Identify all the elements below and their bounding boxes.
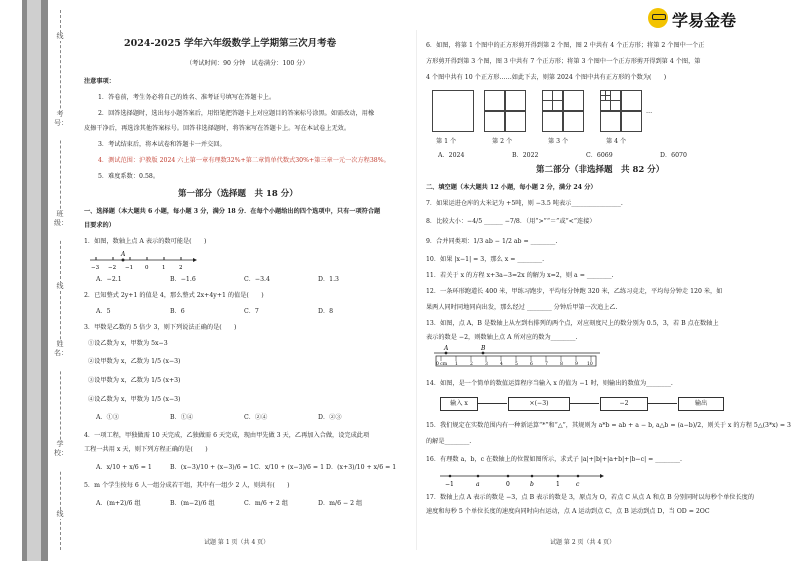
page-footer: 试题 第 1 页（共 4 页） [204,539,270,546]
q1-tick: −2 [108,265,117,271]
flow-output-box: 输出 [678,397,724,411]
question-8: 8．比较大小：−4/5 ______ −7/8．（用“>”“＝”或“<”连接） [426,218,596,225]
q5-option-b: B．(m−2)/6 组 [170,500,215,507]
question-15-cont: 的解是________. [426,438,472,445]
binding-margin-strip [22,0,48,561]
ruler-tick: 3 [485,362,488,367]
part2-title: 第二部分（非选择题 共 82 分） [536,165,665,175]
q3-statement: ①设乙数为 x，甲数为 5x−3 [88,340,168,347]
binding-label: 线 [54,510,66,519]
q16-tick: c [576,481,580,488]
left-page [78,0,413,561]
q1-tick: 2 [179,265,183,271]
question-13: 13．如图，点 A，B 是数轴上从左到右排列的两个点，对应刻度尺上的数分别为 0.5，3，若 B 点在数轴上 [426,320,719,327]
question-6: 6．如图，将第 1 个图中的正方形剪开得到第 2 个图，图 2 中共有 4 个正方形；将第 2 个图中一个正 [426,42,705,49]
question-5: 5．m 个学生按每 6 人一组分成若干组，其中有一组少 2 人，则共有( ) [84,482,290,489]
ruler-tick: 10 [587,362,593,367]
ruler-tick: 8 [560,362,563,367]
q5-option-d: D．m/6 − 2 组 [318,500,363,507]
ruler-tick: 7 [545,362,548,367]
part1-instructions-cont: 目要求的） [84,222,115,229]
question-6-cont2: 4 个图中共有 10 个正方形……如此下去，则第 2024 个图中共有正方形的个数为( ) [426,74,667,81]
q1-option-d: D．1.3 [318,276,339,283]
q6-option-c: C．6069 [586,152,613,159]
q16-tick: 1 [556,481,560,488]
flow-subtract-box: −2 [600,397,648,411]
q16-tick: −1 [445,481,454,488]
question-7: 7．如果运进仓库的大米记为 +5吨，则 −3.5 吨表示________________. [426,200,623,207]
q4-option-c: C．x/10 + (x−3)/6 = 1 [254,464,325,471]
q6-figure-label: 第 1 个 [436,138,457,145]
page-footer: 试题 第 2 页（共 4 页） [550,539,616,546]
q6-figure-label: 第 4 个 [606,138,627,145]
q3-statement: ③设甲数为 x，乙数为 1/5 (x+3) [88,377,181,384]
question-12-cont: 果两人同时同地同向出发，那么经过 ________ 分钟后甲第一次追上乙. [426,304,618,311]
q6-option-b: B．2022 [512,152,539,159]
q2-option-b: B．6 [170,308,185,315]
q1-option-b: B．−1.6 [170,276,196,283]
question-15: 15．我们规定在实数范围内有一种新运算“*”和“△”，其规则为 a*b = ab + a − b, a△b = (a−b)/2，则关于 x 的方程 5△(3*x) = 3 [426,422,791,429]
binding-label-name: 姓名： [54,340,66,370]
question-1: 1．如图，数轴上点 A 表示的数可能是( ) [84,238,207,245]
notice-title: 注意事项： [84,78,115,85]
exam-title: 2024-2025 学年六年级数学上学期第三次月考卷 [124,38,337,49]
flow-input-box: 输入 x [440,397,478,411]
notice-item: 3．考试结束后，将本试卷和答题卡一并交回。 [98,141,226,148]
q1-tick: 0 [145,265,149,271]
q13-point-a: A [444,345,449,352]
binding-label: 线 [54,282,66,291]
q2-option-d: D．8 [318,308,334,315]
q3-option-b: B．①④ [170,414,194,421]
question-2: 2．已知整式 2y+1 的值是 4，那么整式 2x+4y+1 的值是( ) [84,292,264,299]
notice-item: 皮擦干净后，再选涂其他答案标号。回答非选择题时，将答案写在答题卡上。写在本试卷上无效。 [84,125,351,132]
part1-instructions: 一、选择题（本大题共 6 小题，每小题 3 分，满分 18 分．在每个小题给出的四个选项中，只有一项符合题 [84,208,381,215]
question-9: 9．合并同类项：1/3 ab − 1/2 ab = ________. [426,238,558,245]
q3-option-c: C．②④ [244,414,268,421]
binding-label: 线 [54,32,66,41]
question-4: 4．一项工程，甲独做需 10 天完成，乙独做需 6 天完成，现由甲先做 3 天，乙再加入合做，设完成此项 [84,432,370,439]
q1-tick: −3 [91,265,100,271]
q1-tick: 1 [162,265,166,271]
q4-option-d: D．(x+3)/10 + x/6 = 1 [326,464,397,471]
ruler-tick: 1 [455,362,458,367]
flow-arrow [647,403,677,404]
q4-option-a: A．x/10 + x/6 = 1 [96,464,152,471]
question-3: 3．甲数是乙数的 5 倍少 3，则下列说法正确的是( ) [84,324,237,331]
question-11: 11．若关于 x 的方程 x+3a−3=2x 的解为 x=2，则 a = ________. [426,272,614,279]
q3-option-d: D．②③ [318,414,342,421]
question-6-cont: 方形剪开得到第 3 个图，图 3 中共有 7 个正方形；将第 3 个图中一个正方形剪开得到第 4 个图，第 [426,58,701,65]
q5-option-c: C．m/6 + 2 组 [244,500,289,507]
q6-figure-label: 第 3 个 [548,138,569,145]
notice-item-scope: 4．测试范围：沪教版 2024 六上第一章有理数32%+第二章简单代数式30%+第三章一元一次方程38%。 [98,157,390,164]
q2-option-c: C．7 [244,308,259,315]
question-17-cont: 速度和每秒 5 个单位长度的速度向同时向右运动，点 A 运动到点 C，点 B 运动到点 D，当 OD = 2OC [426,508,710,515]
binding-line-area [54,10,66,550]
binding-label-class: 班级： [54,210,66,240]
q3-option-a: A．①③ [96,414,120,421]
q13-ruler [432,344,602,374]
q16-tick: b [530,481,534,488]
q16-tick: 0 [506,481,510,488]
ruler-tick: 6 [530,362,533,367]
binding-label-exam-no: 考号： [54,110,66,140]
q1-option-c: C．−3.4 [244,276,270,283]
q5-option-a: A．(m+2)/6 组 [96,500,141,507]
question-13-cont: 表示的数是 −2，则数轴上点 A 所对应的数为________. [426,334,578,341]
q1-point-label: A [121,251,126,258]
question-14: 14．如图，是一个简单的数值运算程序当输入 x 的值为 −1 时，则输出的数值为________. [426,380,673,387]
q16-tick: a [476,481,480,488]
question-4-cont: 工程一共用 x 天，则下列方程正确的是( ) [84,446,208,453]
q6-option-a: A．2024 [438,152,465,159]
flow-arrow [477,403,507,404]
q3-statement: ④设乙数为 x，甲数为 1/5 (x−3) [88,396,181,403]
ruler-tick: 5 [515,362,518,367]
notice-item: 2．回答选择题时，选出每小题答案后，用铅笔把答题卡上对应题目的答案标号涂黑。如需改动，用橡 [98,110,375,117]
q1-number-line [88,250,198,272]
q6-figure-label: 第 2 个 [492,138,513,145]
part2-instructions: 二、填空题（本大题共 12 小题，每小题 2 分，满分 24 分） [426,184,597,191]
ruler-tick: 2 [470,362,473,367]
flow-arrow [569,403,599,404]
q1-tick: −1 [125,265,134,271]
exam-subtitle: （考试时间：90 分钟 试卷满分：100 分） [186,60,309,67]
q16-number-line [438,468,608,492]
notice-item: 1．答卷前，考生务必将自己的姓名、准考证号填写在答题卡上。 [98,94,276,101]
q3-statement: ②设甲数为 x，乙数为 1/5 (x−3) [88,358,181,365]
q6-ellipsis: … [646,108,653,115]
question-16: 16．有理数 a，b，c 在数轴上的位置如图所示，求式子 |a|+|b|+|a+b|+|b−c| = ________. [426,456,682,463]
logo-text: 学易金卷 [672,11,737,30]
q2-option-a: A．5 [96,308,111,315]
q4-option-b: B．(x−3)/10 + (x−3)/6 = 1 [170,464,254,471]
q6-option-d: D．6070 [660,152,687,159]
flow-multiply-box: ×(−3) [508,397,570,411]
notice-item: 5．难度系数：0.58。 [98,173,160,180]
q1-option-a: A．−2.1 [96,276,122,283]
question-17: 17．数轴上点 A 表示的数是 −3，点 B 表示的数是 3，原点为 O，若点 C 从点 A 和点 B 分别同时以每秒个单位长度的 [426,494,755,501]
q13-point-b: B [481,345,486,352]
binding-label-school: 学校： [54,440,66,470]
q6-figure-1 [432,90,474,132]
ruler-tick: 9 [575,362,578,367]
question-12: 12．一条环形跑道长 400 米，甲练习跑步，平均每分钟跑 320 米，乙练习竞走，平均每分钟走 120 米，如 [426,288,723,295]
question-10: 10．如果 |x−1| = 3，那么 x = ________. [426,256,545,263]
ruler-tick: 0 cm [436,362,448,367]
right-page [420,0,791,561]
part1-title: 第一部分（选择题 共 18 分） [178,189,298,199]
ruler-tick: 4 [500,362,503,367]
